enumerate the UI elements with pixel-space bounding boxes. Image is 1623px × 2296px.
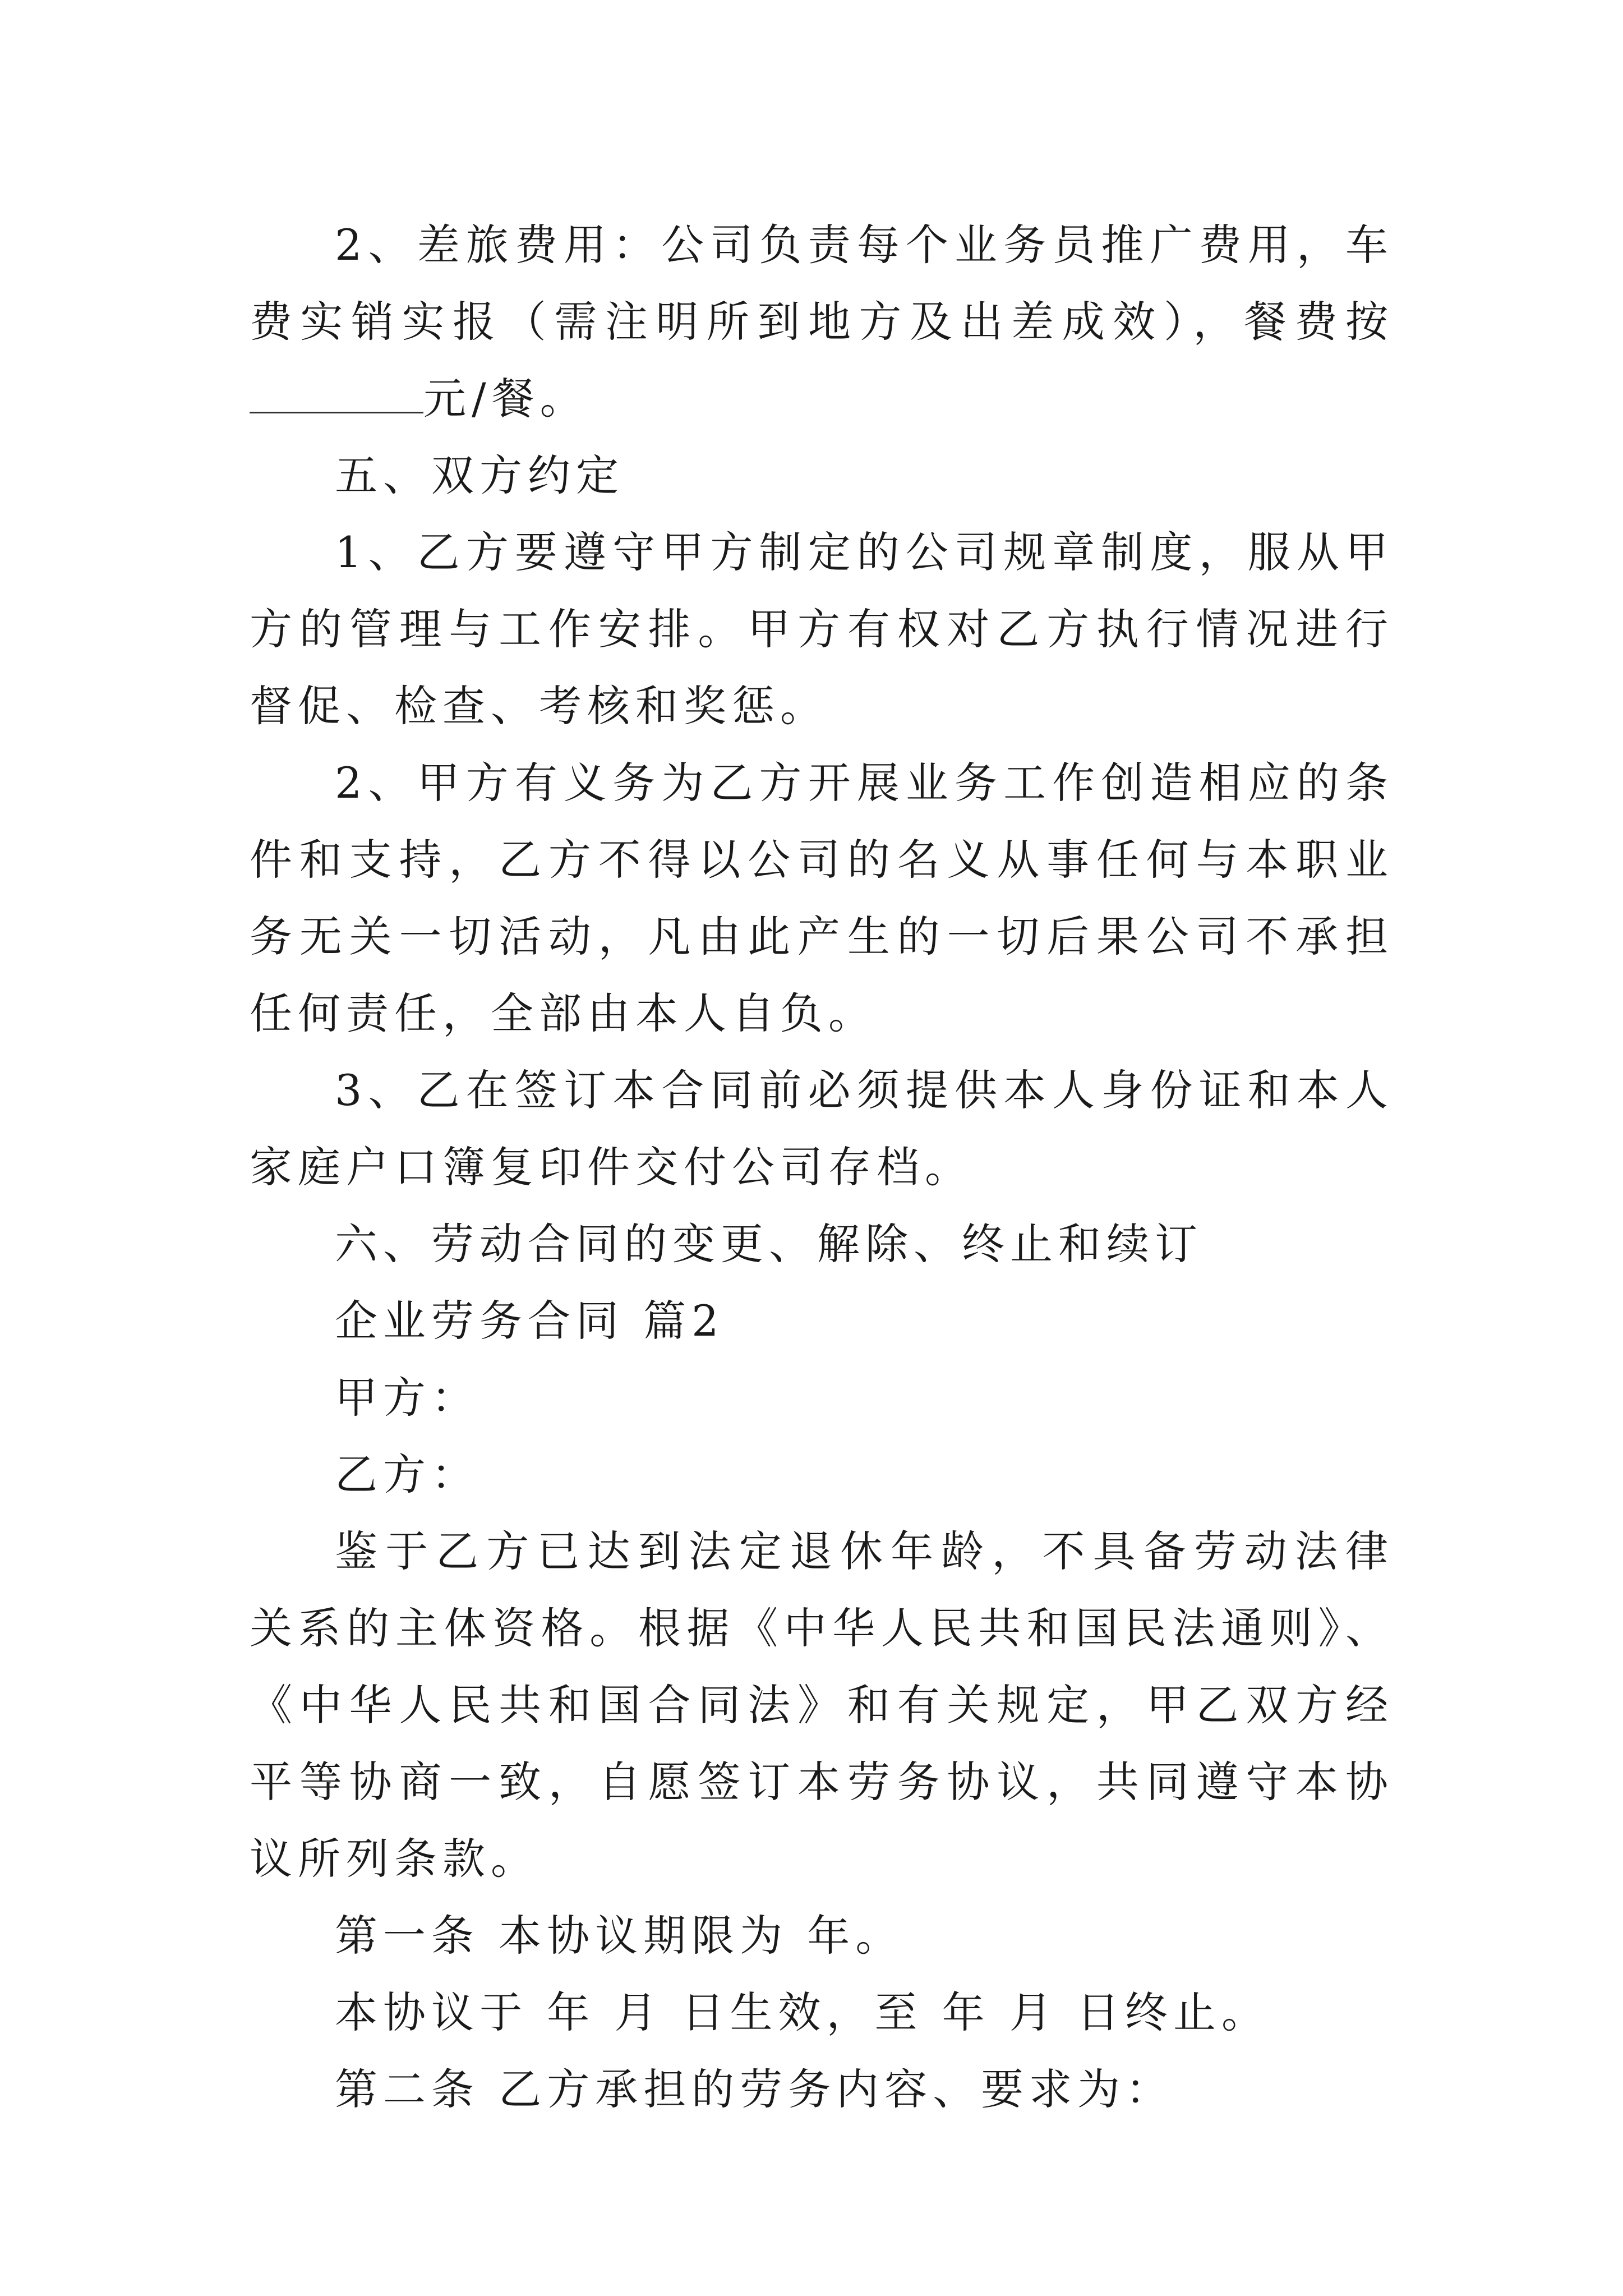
- contract-title-2: 企业劳务合同 篇2: [335, 1296, 725, 1346]
- meal-fee-blank: [250, 372, 423, 413]
- paragraph-agreement-1: 1、乙方要遵守甲方制定的公司规章制度，服从甲方的管理与工作安排。甲方有权对乙方执行情况进行督促、检查、考核和奖惩。: [250, 527, 1394, 731]
- paragraph-agreement-3: 3、乙在签订本合同前必须提供本人身份证和本人家庭户口簿复印件交付公司存档。: [250, 1065, 1394, 1192]
- travel-expenses-unit: 元/餐。: [423, 374, 588, 424]
- article-1-effective-dates: 本协议于 年 月 日生效，至 年 月 日终止。: [335, 1987, 1270, 2037]
- paragraph-preamble: 鉴于乙方已达到法定退休年龄，不具备劳动法律关系的主体资格。根据《中华人民共和国民法通则》、《中华人民共和国合同法》和有关规定，甲乙双方经平等协商一致，自愿签订本劳务协议，共同遵守本协议所列条款。: [250, 1526, 1394, 1884]
- party-b-label: 乙方：: [335, 1450, 479, 1499]
- paragraph-travel-expenses: [250, 206, 1394, 437]
- article-2-heading: 第二条 乙方承担的劳务内容、要求为：: [335, 2064, 1174, 2114]
- document-page: [250, 206, 1394, 2128]
- party-a-label: 甲方：: [335, 1373, 479, 1423]
- section-heading-agreement: 五、双方约定: [335, 450, 624, 500]
- paragraph-agreement-2: 2、甲方有义务为乙方开展业务工作创造相应的条件和支持，乙方不得以公司的名义从事任何与本职业务无关一切活动，凡由此产生的一切后果公司不承担任何责任，全部由本人自负。: [250, 758, 1394, 1038]
- article-1-term: 第一条 本协议期限为 年。: [335, 1911, 904, 1961]
- section-heading-contract-changes: 六、劳动合同的变更、解除、终止和续订: [335, 1219, 1203, 1269]
- travel-expenses-text: 2、差旅费用：公司负责每个业务员推广费用，车费实销实报（需注明所到地方及出差成效），餐费按: [250, 220, 1394, 347]
